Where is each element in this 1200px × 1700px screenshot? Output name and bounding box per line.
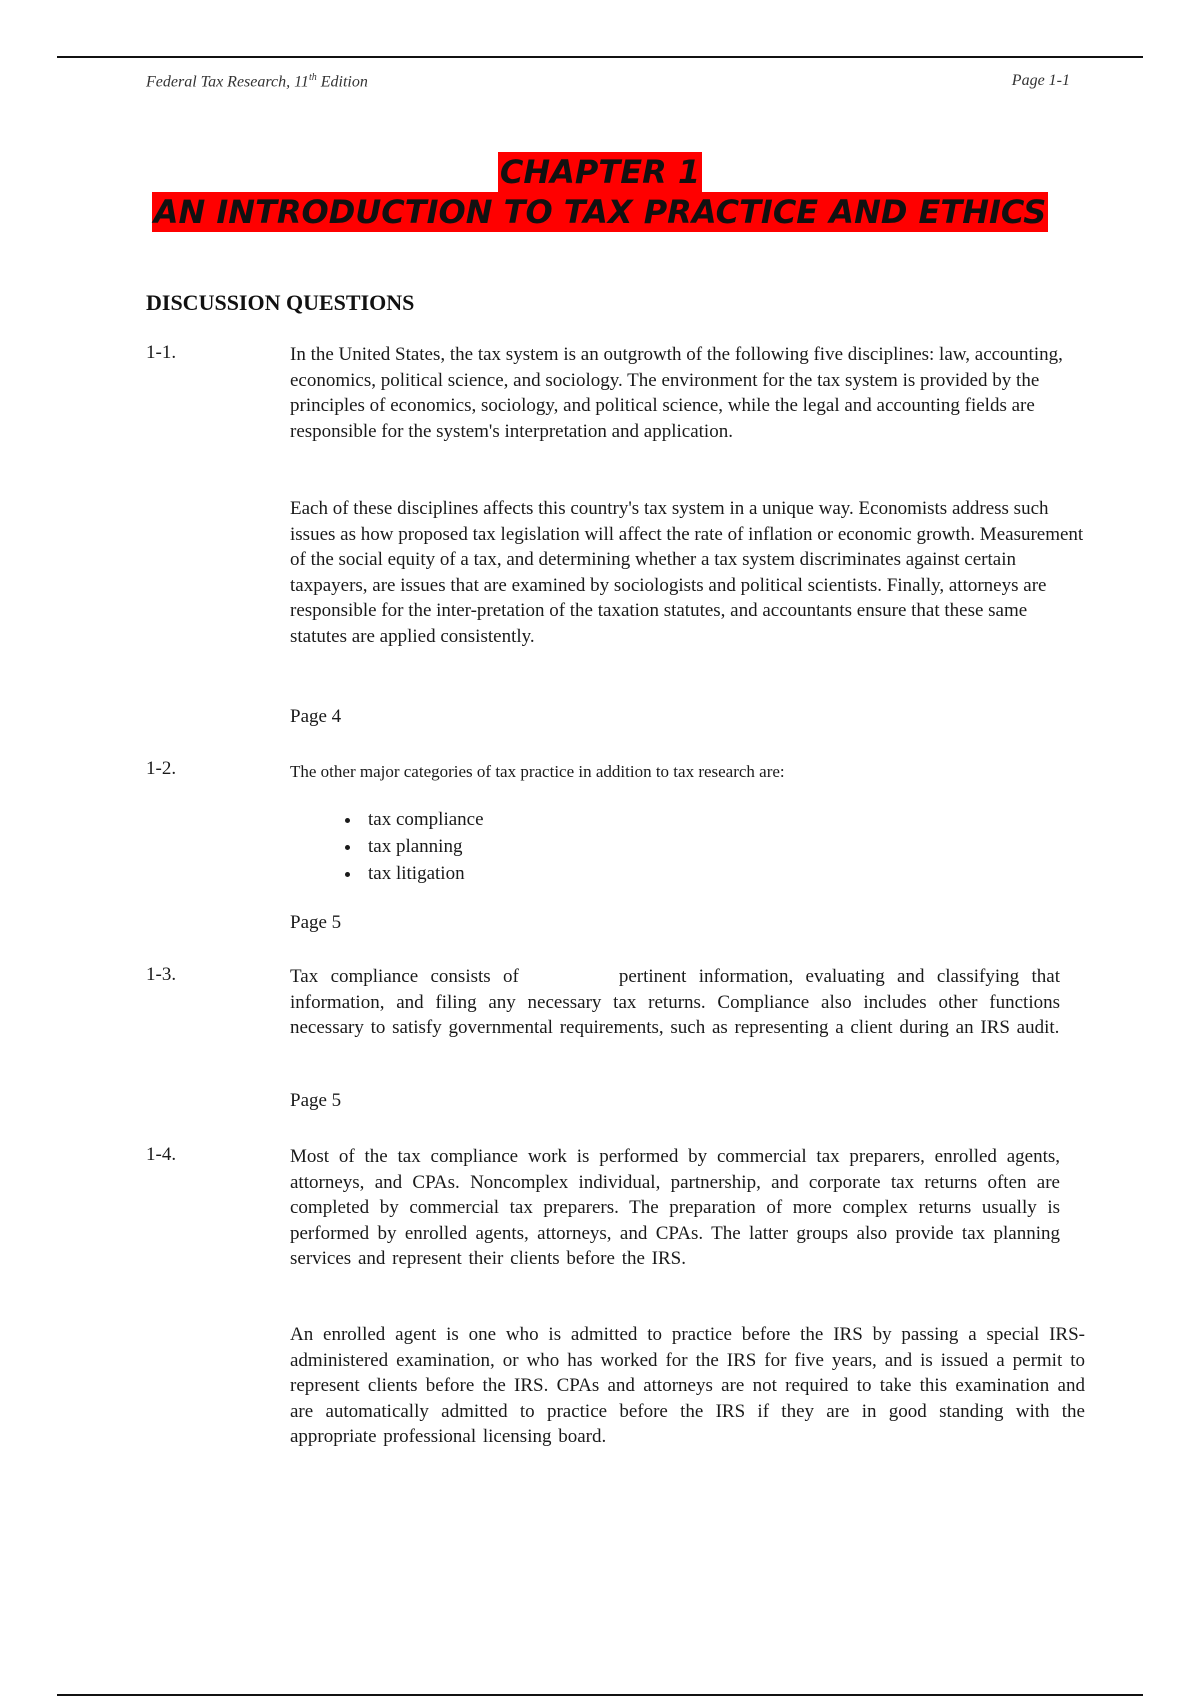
page-reference: Page 5	[290, 912, 342, 933]
answer-paragraph: Most of the tax compliance work is performed by commercial tax preparers, enrolled agents, attorneys, and CPAs. Noncomplex individual, partnership, and corporate tax returns often are completed by commercial tax preparers. The preparation of more complex returns usually is performed by enrolled agents, attorneys, and CPAs. The latter groups also provide tax planning services and represent their clients before the IRS.	[290, 1146, 1060, 1269]
list-item: • tax compliance	[362, 806, 484, 833]
question-number: 1-4.	[146, 1144, 177, 1165]
chapter-name: AN INTRODUCTION TO TAX PRACTICE AND ETHICS	[153, 193, 1047, 231]
book-title: Federal Tax Research, 11th Edition	[146, 72, 368, 91]
answer-paragraph: Tax compliance consists of pertinent information, evaluating and classifying that information, and filing any necessary tax returns. Compliance also includes other functions necessary to satisfy governmental requirements, such as representing a client during an IRS audit.	[290, 966, 1060, 1038]
chapter-title	[0, 152, 1200, 232]
answer-paragraph: An enrolled agent is one who is admitted to practice before the IRS by passing a special IRS-administered examination, or who has worked for the IRS for five years, and is issued a permit to represent clients before the IRS. CPAs and attorneys are not required to take this examination and are automatically admitted to practice before the IRS if they are in good standing with the appropriate professional licensing board.	[290, 1324, 1085, 1447]
page-reference: Page 4	[290, 706, 342, 727]
top-rule	[57, 56, 1143, 58]
bullet-list	[310, 806, 484, 887]
bottom-rule	[57, 1694, 1143, 1696]
list-item: • tax planning	[362, 833, 484, 860]
question-number: 1-3.	[146, 964, 177, 985]
section-heading: DISCUSSION QUESTIONS	[146, 290, 415, 315]
list-item: • tax litigation	[362, 860, 484, 887]
question-number: 1-2.	[146, 758, 177, 779]
page-number: Page 1-1	[1011, 72, 1070, 89]
page-reference: Page 5	[290, 1090, 342, 1111]
chapter-number: CHAPTER 1	[499, 153, 701, 191]
answer-paragraph: Each of these disciplines affects this country's tax system in a unique way. Economists address such issues as how proposed tax legislation will affect the rate of inflation or economic growth. Measurement of the social equity of a tax, and determining whether a tax system discriminates against certain taxpayers, are issues that are examined by sociologists and political scientists. Finally, attorneys are responsible for the inter-pretation of the taxation statutes, and accountants ensure that these same statutes are applied consistently.	[290, 498, 1084, 647]
running-header	[146, 72, 1070, 91]
answer-paragraph: The other major categories of tax practice in addition to tax research are:	[290, 762, 785, 781]
question-number: 1-1.	[146, 342, 177, 363]
answer-paragraph: In the United States, the tax system is an outgrowth of the following five disciplines: law, accounting, economics, political science, and sociology. The environment for the tax system is provided by the principles of economics, sociology, and political science, while the legal and accounting fields are responsible for the system's interpretation and application.	[290, 344, 1063, 442]
